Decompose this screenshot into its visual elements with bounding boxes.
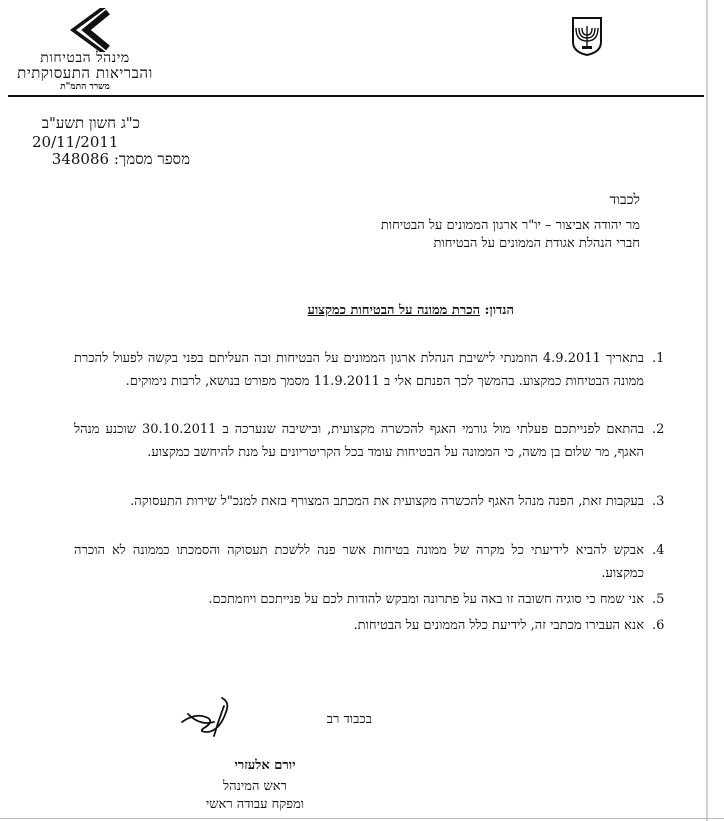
list-item xyxy=(74,347,665,393)
signer-role-line2: ומפקח עבודה ראשי xyxy=(205,797,305,812)
handwritten-signature-icon xyxy=(174,692,244,742)
list-item xyxy=(74,418,665,464)
ministry-name-line1: מינהל הבטיחות xyxy=(40,50,130,66)
list-item xyxy=(74,490,665,513)
gregorian-date: 20/11/2011 xyxy=(32,133,119,151)
list-item xyxy=(74,588,665,611)
closing-regards: בכבוד רב xyxy=(326,712,372,727)
scan-bottom-edge xyxy=(0,818,724,819)
subject-label: הנדון: xyxy=(484,303,514,318)
item-text: בעקבות זאת, הפנה מנהל האגף להכשרה מקצועית את המכתב המצורף בזאת למנכ"ל שירות התעסוקה. xyxy=(130,494,644,509)
item-text: אנא העבירו מכתבי זה, לידיעת כלל הממונים על הבטיחות. xyxy=(353,618,644,633)
hebrew-date: כ"ג חשון תשע"ב xyxy=(41,114,140,132)
document-reference xyxy=(50,150,190,169)
addressee-line1: מר יהודה אביצור – יו"ר ארגון הממונים על הבטיחות xyxy=(380,218,640,233)
item-text: אני שמח כי סוגיה חשובה זו באה על פתרונה ומבקש להודות לכם על פנייתכם ויוזמתכם. xyxy=(208,592,644,607)
menorah-emblem-icon xyxy=(570,16,604,56)
addressee-line2: חברי הנהלת אגודת הממונים על הבטיחות xyxy=(433,236,640,251)
item-number: 1. xyxy=(652,351,665,366)
ministry-name-line2: והבריאות התעסוקתית xyxy=(17,64,153,82)
list-item xyxy=(74,614,665,637)
header-divider xyxy=(8,95,704,97)
ministry-name-line3: משרד התמ"ת xyxy=(60,82,110,92)
scan-page-edge xyxy=(706,0,708,821)
chevron-logo-icon xyxy=(66,6,122,54)
list-item xyxy=(74,539,665,585)
to-label: לכבוד xyxy=(609,192,640,208)
item-text: בהתאם לפנייתכם פעלתי מול גורמי האגף להכשרה מקצועית, ובישיבה שנערכה ב 30.10.2011 שוכנע מנהל האגף, מר שלום בן משה, כי הממונה על הבטיחות עומד בכל הקריטריונים על מנת להיחשב כמקצוע. xyxy=(74,422,644,460)
item-number: 3. xyxy=(652,494,665,509)
reference-label: מספר מסמך: xyxy=(113,150,190,168)
signer-name: יורם אלעזרי xyxy=(234,758,296,773)
item-text: אבקש להביא לידיעתי כל מקרה של ממונה בטיחות אשר פנה ללשכת תעסוקה והסמכתו כממונה לא הוכרה כמקצוע. xyxy=(74,543,644,581)
subject-text: הכרת ממונה על הבטיחות כמקצוע xyxy=(307,303,481,318)
item-number: 4. xyxy=(652,543,665,558)
item-number: 5. xyxy=(652,592,665,607)
signer-role-line1: ראש המינהל xyxy=(223,779,287,794)
item-text: בתאריך 4.9.2011 הוזמנתי לישיבת הנהלת ארגון הממונים על הבטיחות ובה העליתם בפני בקשה לפעול להכרת ממונה הבטיחות כמקצוע. בהמשך לכך הפנתם אלי ב 11.9.2011 מסמך מפורט בנושא, לרבות נימוקים. xyxy=(74,351,644,389)
item-number: 2. xyxy=(652,422,665,437)
item-number: 6. xyxy=(652,618,665,633)
subject-line xyxy=(307,302,514,318)
reference-number: 348086 xyxy=(51,150,110,168)
